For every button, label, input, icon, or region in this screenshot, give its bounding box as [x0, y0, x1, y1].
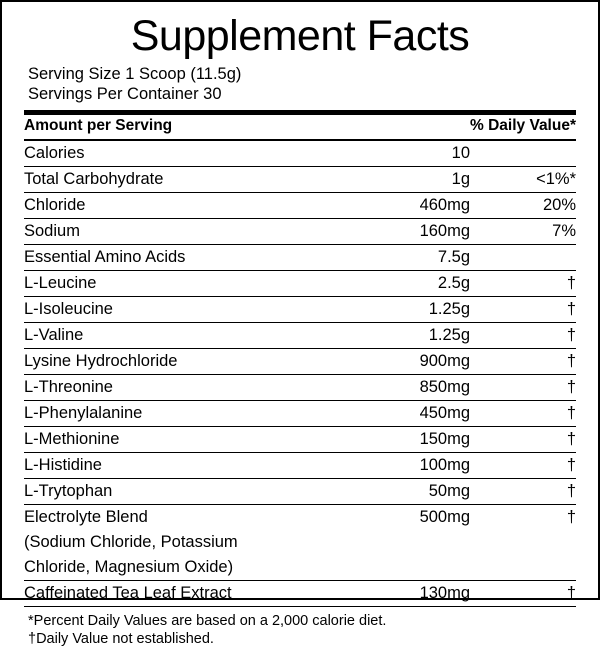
amount-per-serving-header: Amount per Serving	[24, 115, 360, 140]
row-amount: 1.25g	[360, 323, 470, 349]
row-daily-value	[470, 555, 576, 581]
row-label: Lysine Hydrochloride	[24, 349, 360, 375]
row-label: L-Threonine	[24, 375, 360, 401]
table-row	[24, 167, 576, 193]
daily-value-header: % Daily Value*	[470, 115, 576, 140]
table-row	[24, 323, 576, 349]
row-amount: 160mg	[360, 219, 470, 245]
table-row	[24, 530, 576, 555]
table-row	[24, 140, 576, 167]
amount-header-spacer	[360, 115, 470, 140]
row-daily-value: †	[470, 349, 576, 375]
row-daily-value: 20%	[470, 193, 576, 219]
row-daily-value: †	[470, 401, 576, 427]
serving-size-line: Serving Size 1 Scoop (11.5g)	[28, 65, 242, 83]
row-amount: 1g	[360, 167, 470, 193]
row-amount: 900mg	[360, 349, 470, 375]
row-label: L-Leucine	[24, 271, 360, 297]
table-row	[24, 349, 576, 375]
table-row	[24, 555, 576, 581]
footnote-percent-daily-values: *Percent Daily Values are based on a 2,000 calorie diet.	[28, 613, 387, 629]
row-label: Essential Amino Acids	[24, 245, 360, 271]
row-amount: 50mg	[360, 479, 470, 505]
row-label: Chloride, Magnesium Oxide)	[24, 555, 360, 581]
row-label: L-Trytophan	[24, 479, 360, 505]
row-label: Caffeinated Tea Leaf Extract	[24, 581, 360, 607]
row-amount	[360, 530, 470, 555]
serving-info	[24, 64, 576, 104]
row-label: L-Histidine	[24, 453, 360, 479]
table-header-row	[24, 115, 576, 140]
row-amount: 100mg	[360, 453, 470, 479]
nutrition-table-body	[24, 115, 576, 607]
row-amount	[360, 555, 470, 581]
table-row	[24, 375, 576, 401]
row-daily-value: †	[470, 297, 576, 323]
row-label: L-Phenylalanine	[24, 401, 360, 427]
row-label: Electrolyte Blend	[24, 508, 148, 526]
row-label: L-Valine	[24, 323, 360, 349]
row-daily-value: †	[470, 581, 576, 607]
row-amount: 500mg	[419, 508, 471, 526]
row-label: Chloride	[24, 193, 360, 219]
footnote-daily-value-not-established: †Daily Value not established.	[28, 631, 214, 647]
table-row	[24, 453, 576, 479]
row-daily-value: †	[470, 453, 576, 479]
table-row	[24, 505, 576, 531]
table-row	[24, 427, 576, 453]
row-amount: 450mg	[360, 401, 470, 427]
row-amount: 7.5g	[360, 245, 470, 271]
row-daily-value: †	[566, 508, 576, 526]
row-amount: 10	[360, 140, 470, 167]
row-amount: 150mg	[360, 427, 470, 453]
row-amount: 130mg	[360, 581, 470, 607]
row-amount: 460mg	[360, 193, 470, 219]
servings-per-container-line: Servings Per Container 30	[28, 85, 222, 103]
row-label: Sodium	[24, 219, 360, 245]
row-amount: 1.25g	[360, 297, 470, 323]
row-label: L-Methionine	[24, 427, 360, 453]
row-daily-value	[470, 530, 576, 555]
row-amount: 2.5g	[360, 271, 470, 297]
row-daily-value: 7%	[470, 219, 576, 245]
row-daily-value: †	[470, 427, 576, 453]
row-daily-value: †	[470, 323, 576, 349]
row-daily-value: †	[470, 271, 576, 297]
table-row	[24, 271, 576, 297]
table-row	[24, 219, 576, 245]
table-row	[24, 401, 576, 427]
row-label: L-Isoleucine	[24, 297, 360, 323]
nutrition-table	[24, 115, 576, 607]
table-row	[24, 193, 576, 219]
table-row	[24, 581, 576, 607]
table-row	[24, 479, 576, 505]
row-daily-value	[470, 245, 576, 271]
row-daily-value: †	[470, 375, 576, 401]
table-row	[24, 245, 576, 271]
table-row	[24, 297, 576, 323]
row-daily-value	[470, 140, 576, 167]
row-label: Calories	[24, 140, 360, 167]
row-daily-value: †	[470, 479, 576, 505]
row-label: (Sodium Chloride, Potassium	[24, 533, 238, 551]
row-daily-value: <1%*	[470, 167, 576, 193]
row-label: Total Carbohydrate	[24, 167, 360, 193]
footnotes	[24, 607, 576, 648]
page-title: Supplement Facts	[130, 12, 470, 60]
row-amount: 850mg	[360, 375, 470, 401]
